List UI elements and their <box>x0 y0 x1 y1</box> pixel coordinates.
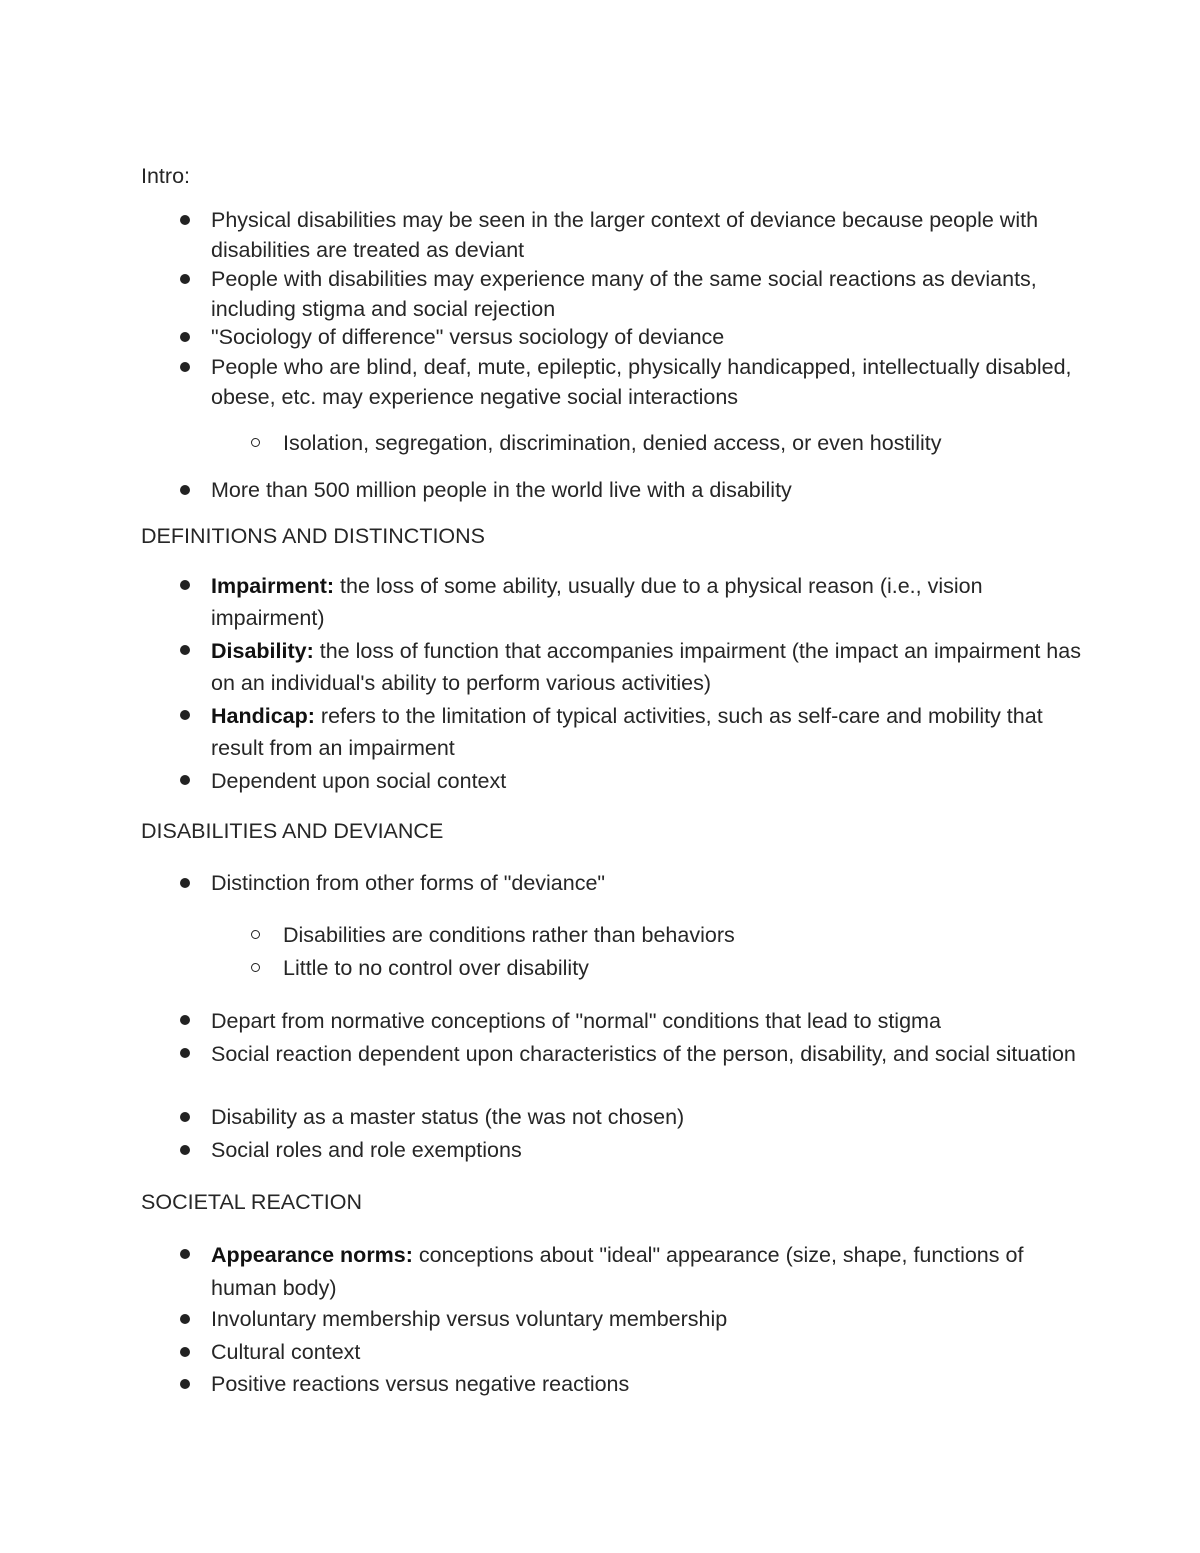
list-item: Dependent upon social context <box>211 765 1081 797</box>
list-item: Social roles and role exemptions <box>211 1135 1081 1165</box>
circle-bullet-icon <box>251 930 260 939</box>
bullet-icon <box>180 362 190 372</box>
bullet-icon <box>180 580 190 590</box>
list-item: More than 500 million people in the world live with a disability <box>211 475 1081 505</box>
bullet-icon <box>180 485 190 495</box>
list-item: Social reaction dependent upon characteristics of the person, disability, and social situation <box>211 1038 1081 1071</box>
list-item: Disability as a master status (the was not chosen) <box>211 1102 1081 1132</box>
sub-list-item: Little to no control over disability <box>283 953 1083 983</box>
definition-item: Handicap: refers to the limitation of typical activities, such as self-care and mobility that result from an impairment <box>211 700 1081 764</box>
bullet-icon <box>180 1347 190 1357</box>
bullet-icon <box>180 332 190 342</box>
bullet-icon <box>180 215 190 225</box>
bullet-icon <box>180 775 190 785</box>
bullet-icon <box>180 1112 190 1122</box>
bullet-icon <box>180 1379 190 1389</box>
list-item: Involuntary membership versus voluntary membership <box>211 1304 1081 1334</box>
list-item: Physical disabilities may be seen in the larger context of deviance because people with disabilities are treated as deviant <box>211 205 1081 265</box>
section-heading-definitions: DEFINITIONS AND DISTINCTIONS <box>141 524 486 548</box>
bullet-icon <box>180 1249 190 1259</box>
circle-bullet-icon <box>251 438 260 447</box>
list-item: Depart from normative conceptions of "normal" conditions that lead to stigma <box>211 1005 1081 1038</box>
bullet-icon <box>180 1314 190 1324</box>
circle-bullet-icon <box>251 963 260 972</box>
bullet-icon <box>180 645 190 655</box>
list-item: Distinction from other forms of "deviance" <box>211 868 1081 898</box>
bullet-icon <box>180 274 190 284</box>
sub-list-item: Disabilities are conditions rather than behaviors <box>283 920 1083 950</box>
bullet-icon <box>180 1145 190 1155</box>
list-item: Cultural context <box>211 1337 1081 1367</box>
section-heading-societal: SOCIETAL REACTION <box>141 1190 363 1214</box>
list-item: People with disabilities may experience many of the same social reactions as deviants, including stigma and social rejection <box>211 264 1081 324</box>
definition-item: Appearance norms: conceptions about "ideal" appearance (size, shape, functions of human body) <box>211 1239 1081 1305</box>
bullet-icon <box>180 878 190 888</box>
list-item: Positive reactions versus negative reactions <box>211 1369 1081 1399</box>
definition-item: Impairment: the loss of some ability, usually due to a physical reason (i.e., vision impairment) <box>211 570 1081 634</box>
bullet-icon <box>180 710 190 720</box>
list-item: People who are blind, deaf, mute, epileptic, physically handicapped, intellectually disabled, obese, etc. may experience negative social interactions <box>211 352 1081 412</box>
section-heading-intro: Intro: <box>141 164 190 188</box>
sub-list-item: Isolation, segregation, discrimination, denied access, or even hostility <box>283 428 1083 458</box>
bullet-icon <box>180 1048 190 1058</box>
definition-item: Disability: the loss of function that accompanies impairment (the impact an impairment has on an individual's ability to perform various activities) <box>211 635 1081 699</box>
list-item: "Sociology of difference" versus sociology of deviance <box>211 322 1081 352</box>
section-heading-disabilities: DISABILITIES AND DEVIANCE <box>141 819 444 843</box>
bullet-icon <box>180 1015 190 1025</box>
